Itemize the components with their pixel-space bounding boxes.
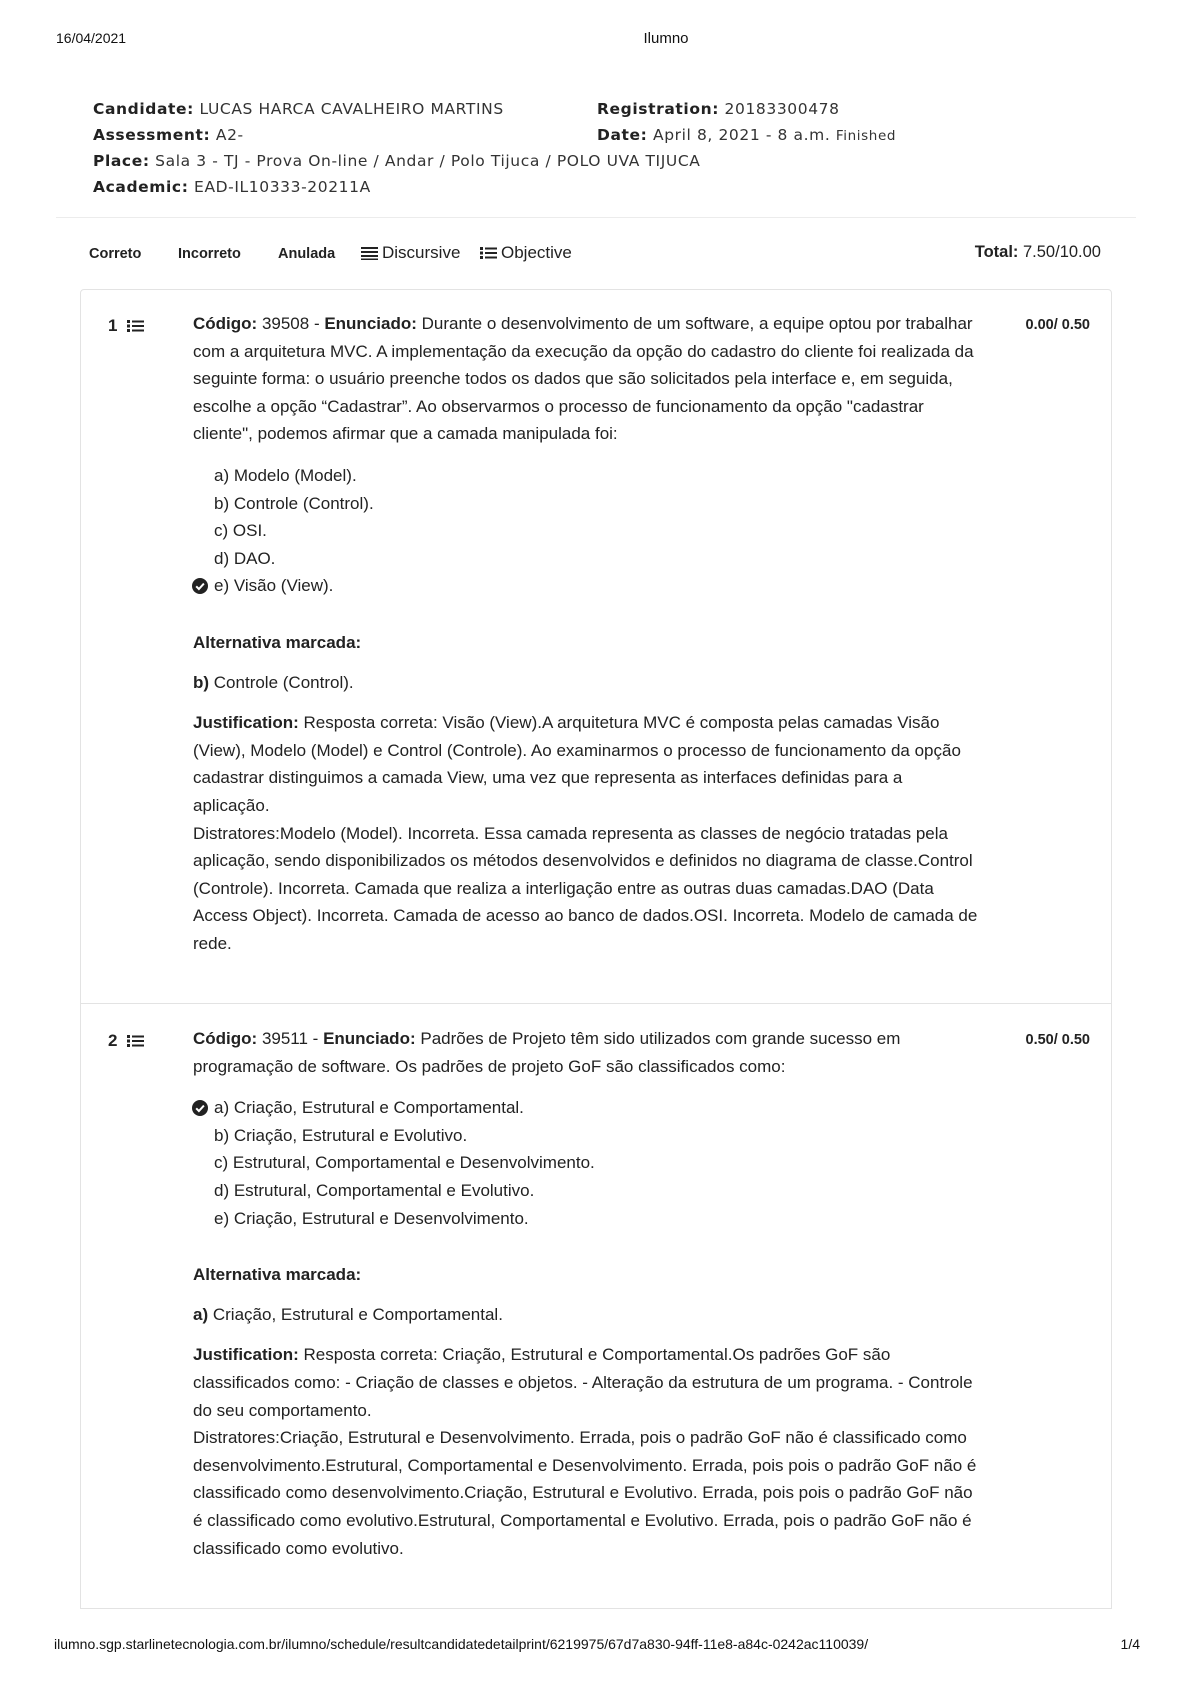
legend-incorrect[interactable]: Incorreto: [178, 246, 241, 262]
enunciado-label: Enunciado:: [324, 314, 417, 333]
justification: [193, 709, 983, 957]
print-url: ilumno.sgp.starlinetecnologia.com.br/ilumno/schedule/resultcandidatedetailprint/6219975/67d7a830-94ff-11e8-a84c-0242ac110039/: [54, 1636, 869, 1652]
question-2: [108, 1025, 1102, 1562]
filter-discursive-button[interactable]: [361, 243, 460, 263]
date-value: April 8, 2021 - 8 a.m.: [652, 126, 831, 144]
option-c: c) OSI.: [214, 521, 267, 541]
option-a-correct: [214, 1094, 983, 1122]
enunciado-text: Durante o desenvolvimento de um software, a equipe optou por trabalhar com a arquitetura MVC. A implementação da execução da opção do cadastro do cliente foi realizada da seguinte forma: o usuário preenche todos os dados que são solicitados pela interface e, em seguida, escolhe a opção “Cadastrar”. Ao observarmos o processo de funcionamento da opção "cadastrar cliente", podemos afirmar que a camada manipulada foi:: [193, 314, 974, 444]
print-title: Ilumno: [643, 30, 689, 47]
marked-text: Controle (Control).: [213, 672, 354, 692]
justification-label: Justification:: [193, 713, 299, 733]
list-icon[interactable]: [127, 1034, 144, 1048]
check-circle-icon: [192, 1100, 208, 1116]
options-list: [193, 1094, 983, 1232]
question-1: [108, 310, 1102, 957]
marked-letter: a): [193, 1304, 209, 1324]
candidate-info: [93, 96, 897, 200]
option-c: c) Estrutural, Comportamental e Desenvolvimento.: [214, 1153, 595, 1173]
place-value: Sala 3 - TJ - Prova On-line / Andar / Polo Tijuca / POLO UVA TIJUCA: [155, 152, 701, 170]
marked-title: Alternativa marcada:: [193, 632, 362, 652]
filter-objective-label: Objective: [501, 243, 572, 262]
code-label: Código:: [193, 314, 258, 333]
question-score: 0.00/ 0.50: [1025, 317, 1090, 333]
total-score: [975, 243, 1101, 262]
academic-value: EAD-IL10333-20211A: [194, 178, 371, 196]
academic-label: Academic:: [93, 178, 189, 196]
registration-label: Registration:: [597, 100, 719, 118]
align-justify-icon: [361, 246, 378, 260]
total-value: 7.50/10.00: [1023, 243, 1101, 261]
options-list: [193, 462, 983, 600]
assessment-value: A2-: [215, 126, 244, 144]
legend-correct[interactable]: Correto: [89, 246, 142, 262]
place-label: Place:: [93, 152, 150, 170]
candidate-name: LUCAS HARCA CAVALHEIRO MARTINS: [199, 100, 504, 118]
assessment-label: Assessment:: [93, 126, 211, 144]
marked-title: Alternativa marcada:: [193, 1265, 362, 1285]
date-label: Date:: [597, 126, 648, 144]
option-d: d) DAO.: [214, 548, 276, 568]
registration-value: 20183300478: [724, 100, 840, 118]
marked-text: Criação, Estrutural e Comportamental.: [212, 1304, 503, 1324]
print-page-number: 1/4: [1120, 1636, 1140, 1652]
enunciado-text: Padrões de Projeto têm sido utilizados com grande sucesso em programação de software. Os padrões de projeto GoF são classificados como:: [193, 1029, 901, 1076]
question-score: 0.50/ 0.50: [1025, 1032, 1090, 1048]
marked-answer: [193, 669, 983, 697]
code-value: 39508: [261, 314, 310, 333]
option-b: b) Controle (Control).: [214, 493, 374, 513]
justification-text: Resposta correta: Visão (View).A arquitetura MVC é composta pelas camadas Visão (View), Modelo (Model) e Control (Controle). Ao examinarmos o processo de funcionamento da opção cadastrar distinguimos a camada View, uma vez que representa as interfaces definidas para a aplicação.: [193, 713, 961, 815]
filter-discursive-label: Discursive: [382, 243, 461, 262]
list-icon[interactable]: [127, 319, 144, 333]
question-number-value: 1: [108, 316, 118, 335]
candidate-label: Candidate:: [93, 100, 194, 118]
option-a: a) Modelo (Model).: [214, 465, 357, 485]
marked-answer: [193, 1301, 983, 1329]
status-badge: Finished: [835, 128, 897, 144]
marked-letter: b): [193, 672, 210, 692]
distractors-text: Distratores:Criação, Estrutural e Desenvolvimento. Errada, pois o padrão GoF não é classificado como desenvolvimento.Estrutural, Comportamental e Desenvolvimento. Errada, pois pois o padrão GoF não é classificado como desenvolvimento.Criação, Estrutural e Evolutivo. Errada, pois pois o padrão GoF não é classificado como evolutivo.Estrutural, Comportamental e Evolutivo. Errada, pois o padrão GoF não é classificado como evolutivo.: [193, 1428, 977, 1558]
distractors-text: Distratores:Modelo (Model). Incorreta. Essa camada representa as classes de negócio tratadas pela aplicação, sendo disponibilizados os métodos desenvolvidos e definidos no diagrama de classe.Control (Controle). Incorreta. Camada que realiza a interligação entre as outras duas camadas.DAO (Data Access Object). Incorreta. Camada de acesso ao banco de dados.OSI. Incorreta. Modelo de camada de rede.: [193, 823, 978, 953]
option-a-label: a) Criação, Estrutural e Comportamental.: [214, 1098, 524, 1118]
total-label: Total:: [974, 243, 1019, 261]
check-circle-icon: [192, 578, 208, 594]
question-number: [108, 312, 144, 340]
option-e-label: e) Visão (View).: [214, 576, 334, 596]
enunciado-label: Enunciado:: [323, 1029, 416, 1048]
question-number-value: 2: [108, 1031, 118, 1050]
divider: [56, 217, 1136, 218]
filter-objective-button[interactable]: [480, 243, 572, 263]
question-statement: Código: 39508 - Enunciado: Durante o desenvolvimento de um software, a equipe optou por trabalhar com a arquitetura MVC. A implementação da execução da opção do cadastro do cliente foi realizada da seguinte forma: o usuário preenche todos os dados que são solicitados pela interface e, em seguida, escolhe a opção “Cadastrar”. Ao observarmos o processo de funcionamento da opção "cadastrar cliente", podemos afirmar que a camada manipulada foi:: [193, 314, 974, 444]
question-number: [108, 1027, 144, 1055]
justification-label: Justification:: [193, 1345, 299, 1365]
justification-text: Resposta correta: Criação, Estrutural e Comportamental.Os padrões GoF são classificados como: - Criação de classes e objetos. - Alteração da estrutura de um programa. - Controle do seu comportamento.: [193, 1345, 973, 1420]
code-value: 39511: [261, 1029, 308, 1048]
code-label: Código:: [193, 1029, 258, 1048]
question-statement: Código: 39511 - Enunciado: Padrões de Projeto têm sido utilizados com grande sucesso em programação de software. Os padrões de projeto GoF são classificados como:: [193, 1029, 901, 1076]
option-b: b) Criação, Estrutural e Evolutivo.: [214, 1125, 468, 1145]
option-e-correct: [214, 572, 983, 600]
list-icon: [480, 246, 497, 260]
legend-annulled[interactable]: Anulada: [278, 246, 336, 262]
justification: [193, 1341, 983, 1562]
option-e: e) Criação, Estrutural e Desenvolvimento.: [214, 1208, 529, 1228]
result-toolbar: [89, 240, 1101, 268]
option-d: d) Estrutural, Comportamental e Evolutivo.: [214, 1180, 535, 1200]
print-date: 16/04/2021: [56, 30, 127, 46]
